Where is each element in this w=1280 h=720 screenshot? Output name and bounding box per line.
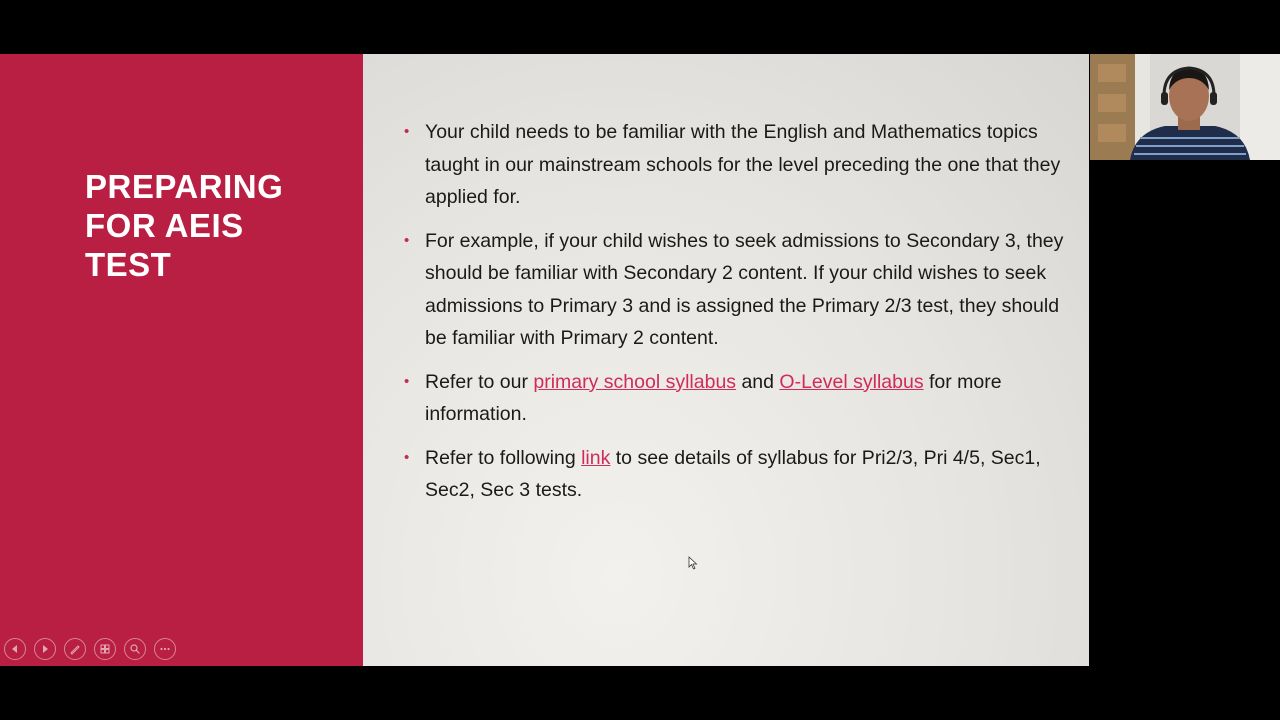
primary-school-syllabus-link[interactable]: primary school syllabus bbox=[533, 370, 737, 393]
bullet-text-suffix: for more information. bbox=[425, 370, 1002, 425]
bullet-marker: • bbox=[404, 123, 410, 140]
previous-icon bbox=[9, 643, 21, 655]
slide-title-panel bbox=[0, 54, 363, 666]
bullet-item bbox=[404, 366, 1064, 431]
bullet-list bbox=[404, 116, 1064, 518]
bullet-marker: • bbox=[404, 231, 410, 249]
slides-grid-icon bbox=[99, 643, 111, 655]
next-slide-button[interactable] bbox=[34, 638, 56, 660]
bullet-text-suffix: to see details of syllabus for Pri2/3, Pri 4/5, Sec1, Sec2, Sec 3 tests. bbox=[425, 446, 1041, 501]
mouse-pointer-icon bbox=[688, 556, 698, 570]
bullet-text-middle: and bbox=[736, 370, 780, 393]
bullet-item bbox=[404, 442, 1064, 507]
bullet-item bbox=[404, 116, 1064, 214]
previous-slide-button[interactable] bbox=[4, 638, 26, 660]
pen-tool-button[interactable] bbox=[64, 638, 86, 660]
o-level-syllabus-link[interactable]: O-Level syllabus bbox=[779, 370, 924, 393]
zoom-icon bbox=[129, 643, 141, 655]
bullet-text: For example, if your child wishes to seek admissions to Secondary 3, they should be familiar with Secondary 2 content. If your child wishes to seek admissions to Primary 3 and is assigned the Primary 2/3 test, they should be familiar with Primary 2 content. bbox=[425, 229, 1064, 349]
bullet-marker: • bbox=[404, 448, 410, 466]
bullet-text-prefix: Refer to our bbox=[425, 370, 534, 393]
presenter-video-icon bbox=[1090, 54, 1280, 160]
bullet-text: Your child needs to be familiar with the English and Mathematics topics taught in our mainstream schools for the level preceding the one that they applied for. bbox=[425, 121, 1061, 208]
pen-icon bbox=[69, 643, 81, 655]
bullet-marker: • bbox=[404, 372, 410, 390]
slide-title: PREPARING FOR AEIS TEST bbox=[85, 168, 284, 283]
slideshow-controls bbox=[4, 638, 176, 662]
presenter-webcam bbox=[1090, 54, 1280, 160]
see-all-slides-button[interactable] bbox=[94, 638, 116, 660]
next-icon bbox=[39, 643, 51, 655]
bullet-text-prefix: Refer to following bbox=[425, 446, 582, 469]
zoom-button[interactable] bbox=[124, 638, 146, 660]
more-options-button[interactable] bbox=[154, 638, 176, 660]
more-icon bbox=[159, 643, 171, 655]
bullet-item bbox=[404, 225, 1064, 355]
syllabus-details-link[interactable]: link bbox=[581, 446, 611, 469]
